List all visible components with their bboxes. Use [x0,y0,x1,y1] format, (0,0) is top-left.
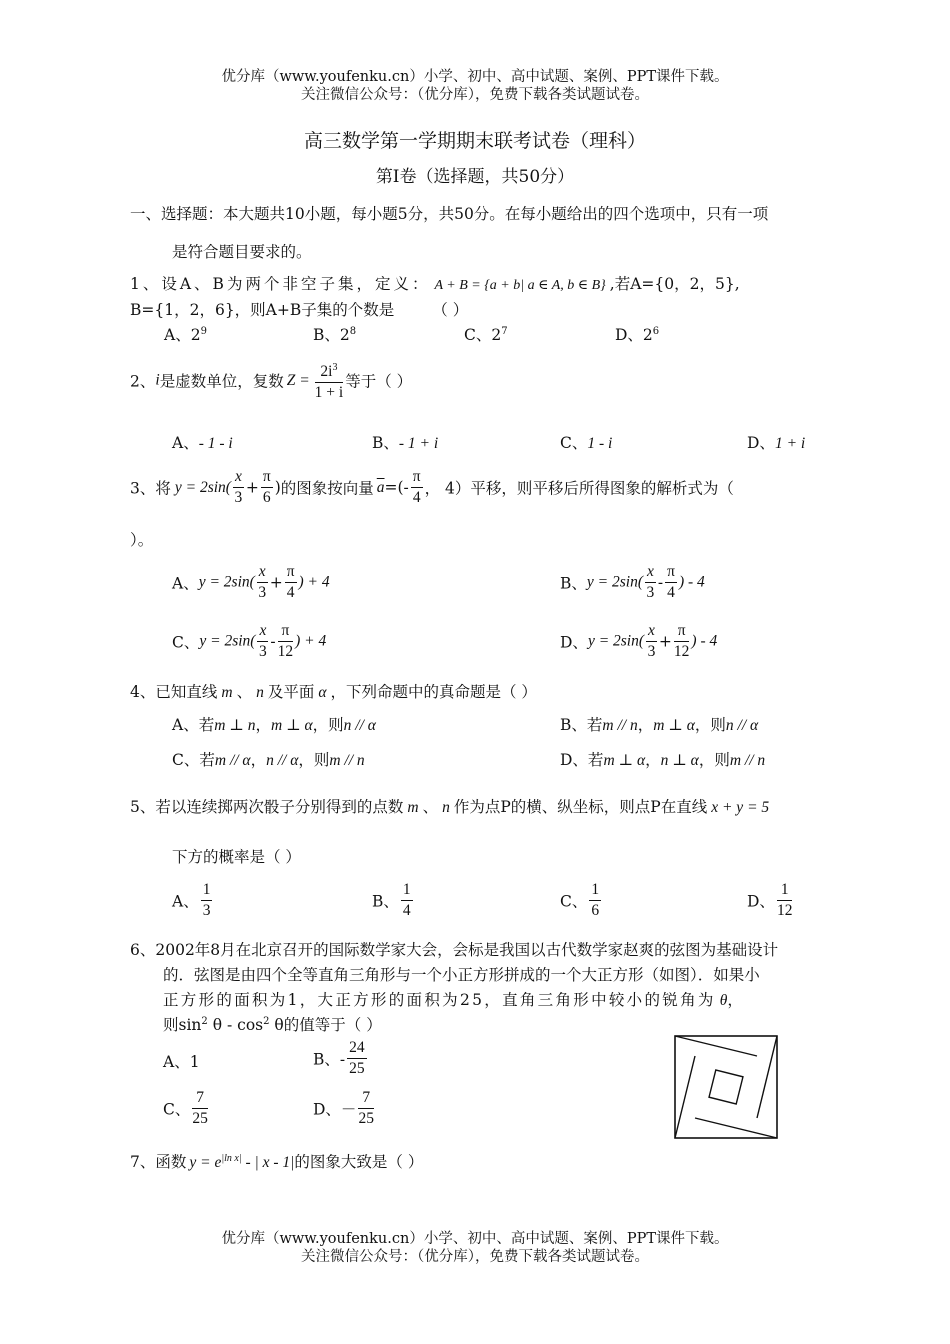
q1-option-c[interactable] [464,323,508,345]
q7-text2: 的图象大致是（ ） [294,1153,424,1171]
chord-line-2 [757,1036,777,1118]
q6-d-label: D、－ [313,1100,357,1119]
q1-paren: （ ） [432,301,469,319]
q4-n: n [256,684,264,701]
q4-a-label: A、若 [172,716,215,734]
q6-a-label: A、1 [163,1053,200,1071]
q2-option-a-value: - 1 - i [198,435,233,452]
q3-frac-x [233,467,244,508]
footer-line-1: 优分库（www.youfenku.cn）小学、初中、高中试题、案例、PPT课件下载。 [221,1231,729,1247]
q2-num-exp: 3 [332,362,338,373]
q3-a-post: ) + 4 [298,573,330,591]
q4-a-res: n // α [343,717,376,734]
q3-fx-num: x [233,467,244,488]
section-intro-line1: 一、选择题：本大题共10小题，每小题5分，共50分。在每小题给出的四个选项中，只有一项 [130,205,769,223]
q6-expr-end: θ [269,1016,284,1034]
q6-line4 [163,1013,382,1035]
q3-d-label: D、 [560,633,588,652]
section-subtitle: 第I卷（选择题，共50分） [375,167,575,187]
q3-option-c[interactable] [172,621,326,662]
q1-option-b[interactable] [313,323,356,345]
q3-plus: + [245,478,259,497]
q1-option-a[interactable] [164,323,207,345]
q3-d-num1: x [646,621,657,642]
q3-v-num: π [411,467,423,488]
q4-sep: 、 [236,683,253,701]
q4-text3: ，下列命题中的真命题是（ ） [330,683,537,701]
q4-a-then: ，则 [312,716,344,734]
q5-m: m [407,799,419,816]
q4-d-res: m // n [729,752,766,769]
q3-c-den2: 12 [277,643,294,660]
outer-square [675,1036,777,1138]
q4-b-c1: m // n [602,717,638,734]
q3-c-frac1 [257,621,268,662]
q6-c-num: 7 [192,1088,208,1109]
q5-c-den: 6 [591,902,600,919]
q1-line2 [130,298,468,320]
q7-func2: - | x - 1| [241,1154,295,1171]
q3-v-den: 4 [412,489,421,506]
q5-d-num: 1 [777,880,793,901]
q3-d-frac2 [674,621,690,662]
q1-option-b-label: B、2 [313,326,350,344]
q3-c-op: - [270,632,276,651]
q2-option-b-value: - 1 + i [398,435,439,452]
q3-stem [130,467,734,508]
q4-d-label: D、若 [560,751,604,769]
q5-option-c[interactable] [560,880,603,921]
section-intro-line2: 是符合题目要求的。 [172,243,312,261]
q3-frac-v [411,467,423,508]
footer-line-2: 关注微信公众号：（优分库），免费下载各类试题试卷。 [301,1249,649,1265]
q3-d-op: + [658,632,672,651]
q7-stem [130,1150,423,1172]
q3-c-frac2 [278,621,294,662]
q5-text2: 作为点P的横、纵坐标，则点P在直线 [453,798,708,816]
q4-option-d[interactable]: D、若m ⊥ α，n ⊥ α，则m // n [560,751,766,769]
q1-option-a-exp: 9 [200,325,207,337]
q1-option-c-exp: 7 [501,325,508,337]
q5-line-eq: x + y = 5 [711,799,770,816]
q5-a-den: 3 [202,902,211,919]
q2-lead: 2、 [130,372,156,391]
q2-option-a[interactable] [172,431,233,453]
q3-lead: 3、将 [130,479,171,498]
q3-fx-den: 3 [234,489,243,506]
q4-d-c1: m ⊥ α [603,752,646,769]
q5-a-num: 1 [201,880,213,901]
q3-c-post: ) + 4 [295,632,327,650]
q5-option-a[interactable] [172,880,214,921]
q3-b-frac2 [665,562,677,603]
q2-den: 1 + i [314,384,344,402]
q6-option-d[interactable] [313,1088,376,1129]
q5-text1: 5、若以连续掷两次骰子分别得到的点数 [130,798,404,816]
q3-line2: ）。 [130,531,154,549]
q3-frac-pi [261,467,273,508]
q2-option-d[interactable] [747,431,805,453]
q6-line3 [163,988,743,1010]
q7-text1: 7、函数 [130,1153,187,1171]
q6-line4-post: 的值等于（ ） [283,1016,382,1034]
q4-c-then: ，则 [298,751,330,769]
header-line-2: 关注微信公众号：（优分库），免费下载各类试题试卷。 [301,87,649,103]
q6-b-num: 24 [347,1038,367,1059]
q4-c-label: C、若 [172,751,215,769]
q6-line3-text: 正方形的面积为1，大正方形的面积为25，直角三角形中较小的锐角为 [163,991,716,1009]
q6-option-c[interactable] [163,1088,210,1129]
q2-option-b-label: B、 [372,434,399,452]
q2-stem [130,358,412,403]
q3-option-d[interactable] [560,621,717,662]
q3-a-label: A、 [172,574,199,593]
q6-line1: 6、2002年8月在北京召开的国际数学家大会，会标是我国以古代数学家赵爽的弦图为基础设计 [130,941,779,959]
chord-line-4 [675,1056,695,1138]
q4-stem [130,680,537,702]
q3-a-den2: 4 [286,584,295,601]
q3-d-num2: π [674,621,690,642]
q3-func: y = 2sin( [174,478,231,496]
q2-text1: 是虚数单位，复数 [159,372,284,391]
q2-option-c-value: 1 - i [587,435,613,452]
q1-lead: 1、设A、B为两个非空子集，定义： [130,275,431,293]
q3-b-pre: y = 2sin( [586,573,643,591]
q3-a-num1: x [257,562,268,583]
q5-sep: 、 [422,798,439,816]
q3-d-den2: 12 [673,643,690,660]
q1-tail: ,若A={0，2，5}, [609,275,740,293]
q7-func: y = e [189,1154,222,1171]
q5-stem [130,795,769,817]
q5-d-den: 12 [776,902,793,919]
q2-option-b[interactable] [372,431,438,453]
q6-option-a[interactable] [163,1050,200,1072]
q3-d-post: ) - 4 [691,632,718,650]
q3-c-num1: x [257,621,268,642]
q3-text2: ）平移，则平移后所得图象的解析式为（ [454,479,734,498]
q1-option-b-exp: 8 [349,325,357,337]
q3-c-label: C、 [172,633,200,652]
q3-b-num1: x [645,562,656,583]
q1-option-d-label: D、2 [615,326,653,344]
q3-c-num2: π [278,621,294,642]
q4-text: 4、已知直线 [130,683,218,701]
q5-option-d[interactable] [747,880,794,921]
q4-c-c1: m // α [214,752,251,769]
q1-line2-text: B={1，2，6}，则A+B子集的个数是 [130,301,395,319]
q3-b-op: - [657,573,664,592]
q3-a-pre: y = 2sin( [198,573,255,591]
q3-fpi-den: 6 [262,489,271,506]
q6-c-label: C、 [163,1100,191,1119]
q3-b-frac1 [645,562,656,603]
q6-exp-cos: 2 [263,1015,270,1027]
q3-fpi-num: π [261,467,273,488]
q4-option-a[interactable]: A、若m ⊥ n，m ⊥ α，则n // α [172,716,376,734]
chord-line-1 [675,1036,757,1056]
q3-a-frac1 [257,562,268,603]
q3-a-den1: 3 [258,584,267,601]
q2-fraction [315,358,344,403]
q5-n: n [442,799,450,816]
q7-exp: |ln x| [221,1152,242,1164]
q3-d-den1: 3 [647,643,656,660]
inner-square [709,1070,743,1104]
q5-option-b[interactable] [372,880,415,921]
q2-option-c[interactable] [560,431,612,453]
q1-option-d-exp: 6 [652,325,660,337]
q1-option-c-label: C、2 [464,326,502,344]
q6-option-b[interactable] [313,1038,369,1079]
q3-d-frac1 [646,621,657,662]
q6-line4-pre: 则 [163,1016,179,1034]
q3-vec-eq: =(- [384,478,409,497]
q4-d-c2: n ⊥ α [660,752,699,769]
q6-d-den: 25 [358,1110,374,1127]
q6-d-num: 7 [358,1088,374,1109]
q5-line2: 下方的概率是（ ） [172,848,301,866]
q6-line3-end: ， [727,991,743,1009]
q3-b-num2: π [665,562,677,583]
q2-option-d-value: 1 + i [774,435,806,452]
q5-c-num: 1 [589,880,601,901]
q2-num: 2i [320,363,333,381]
q5-b-label: B、 [372,892,399,911]
q3-b-label: B、 [560,574,587,593]
q5-b-num: 1 [401,880,413,901]
q3-vec: $\overline{a}$ [376,478,385,496]
chord-line-3 [695,1118,777,1138]
q6-exp-sin: 2 [201,1015,208,1027]
q5-d-label: D、 [747,892,775,911]
q2-option-d-label: D、 [747,434,775,452]
q5-c-label: C、 [560,892,588,911]
q2-option-c-label: C、 [560,434,588,452]
q4-a-c2: m ⊥ α [271,717,313,734]
q6-expr-sin: sin [178,1016,202,1034]
q6-expr-mid: θ - cos [207,1016,264,1034]
q3-b-den2: 4 [667,584,675,601]
q3-c-den1: 3 [259,643,267,660]
q3-b-den1: 3 [646,584,655,601]
q3-a-frac2 [285,562,297,603]
q5-b-den: 4 [402,902,411,919]
q4-option-b[interactable]: B、若m // n，m ⊥ α，则n // α [560,716,759,734]
q3-close: ) [274,478,281,497]
q3-text1: 的图象按向量 [280,479,374,498]
q2-i: i [155,371,160,389]
q3-v-tail: ， 4 [424,479,455,498]
q3-c-pre: y = 2sin( [199,632,256,650]
page-title: 高三数学第一学期期末联考试卷（理科） [303,130,646,152]
q4-a-c1: m ⊥ n [214,717,256,734]
q6-line2: 的．弦图是由四个全等直角三角形与一个小正方形拼成的一个大正方形（如图）．如果小 [163,966,760,984]
q6-c-den: 25 [192,1110,208,1127]
chord-diagram [674,1035,778,1139]
q6-b-label: B、- [313,1050,346,1069]
q3-d-pre: y = 2sin( [587,632,645,650]
q4-b-then: ，则 [694,716,726,734]
q3-a-num2: π [285,562,297,583]
q4-b-c2: m ⊥ α [653,717,695,734]
q4-b-label: B、若 [560,716,603,734]
header-line-1: 优分库（www.youfenku.cn）小学、初中、高中试题、案例、PPT课件下载。 [221,69,729,85]
q1-line1 [130,272,740,294]
q3-option-a[interactable] [172,562,330,603]
q1-option-d[interactable] [615,323,659,345]
q3-option-b[interactable] [560,562,705,603]
q6-b-den: 25 [349,1060,365,1077]
q2-text2: 等于（ ） [345,372,413,391]
q2-option-a-label: A、 [172,434,199,452]
q3-b-post: ) - 4 [678,573,705,591]
q2-z: Z = [286,371,310,389]
q4-text2: 及平面 [267,683,315,701]
q3-a-op: + [269,573,283,592]
q4-c-res: m // n [329,752,365,769]
q4-c-c2: n // α [266,752,299,769]
q5-a-label: A、 [172,892,199,911]
q6-theta: θ [719,992,728,1009]
q4-b-res: n // α [725,717,759,734]
q1-option-a-label: A、2 [164,326,201,344]
q4-d-then: ，则 [698,751,730,769]
q4-option-c[interactable]: C、若m // α，n // α，则m // n [172,751,365,769]
q4-m: m [221,684,233,701]
q1-definition: A + B = {a + b| a ∈ A, b ∈ B} [434,278,606,293]
q4-alpha: α [318,684,327,701]
